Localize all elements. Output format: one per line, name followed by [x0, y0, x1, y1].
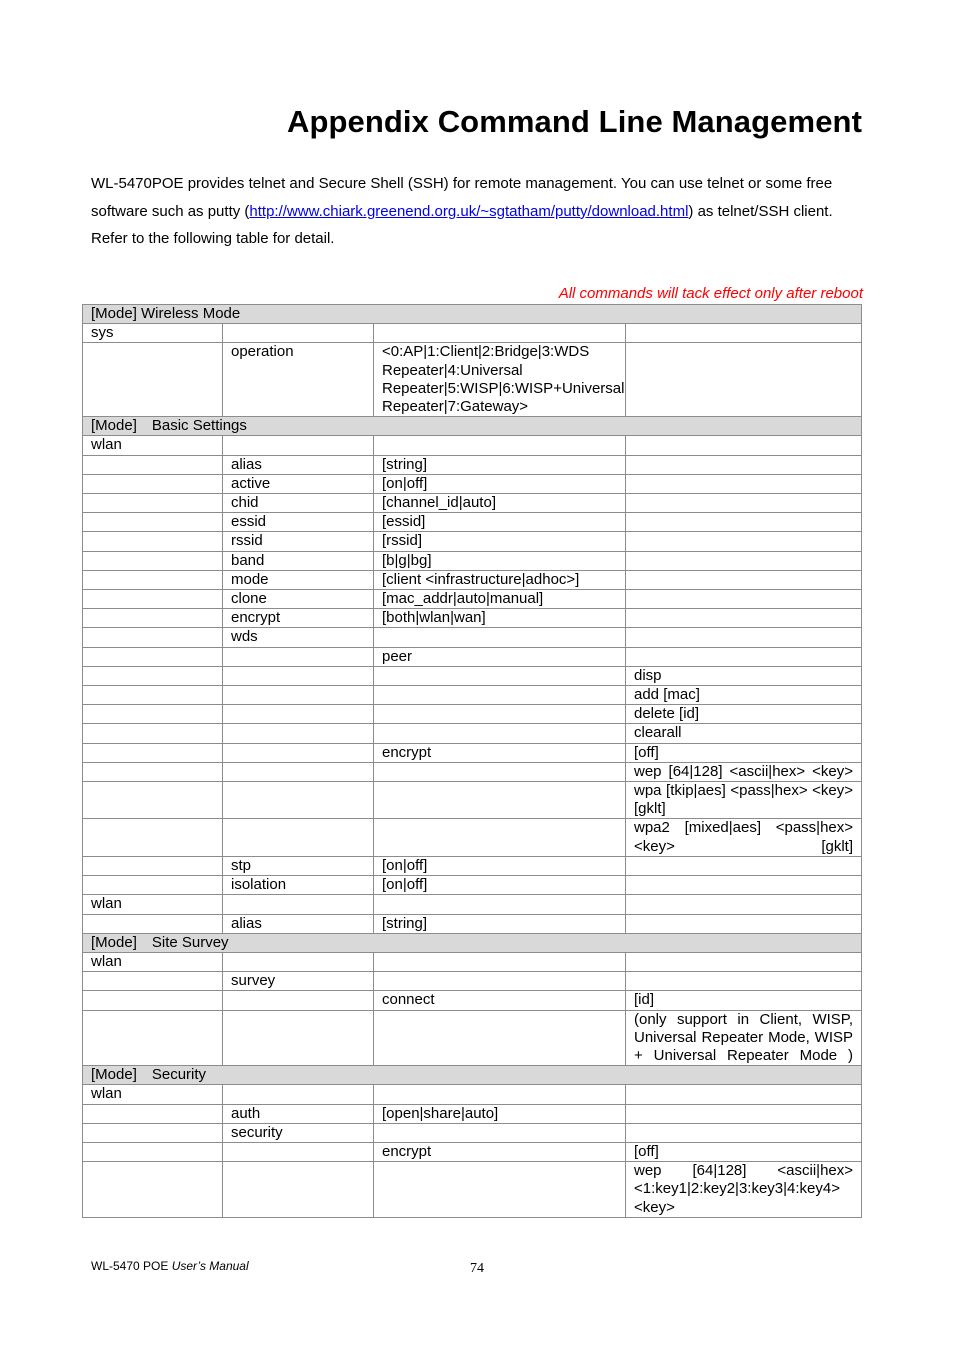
table-cell	[223, 952, 374, 971]
table-cell	[626, 455, 862, 474]
table-cell: delete [id]	[626, 705, 862, 724]
table-cell	[83, 455, 223, 474]
table-cell	[83, 762, 223, 781]
table-cell	[83, 513, 223, 532]
table-cell	[626, 570, 862, 589]
table-cell	[223, 724, 374, 743]
table-cell	[223, 647, 374, 666]
table-cell: mode	[223, 570, 374, 589]
table-cell	[83, 819, 223, 856]
table-row	[83, 324, 862, 343]
table-cell	[83, 570, 223, 589]
table-cell: [on|off]	[374, 876, 626, 895]
table-cell	[374, 324, 626, 343]
table-row	[83, 972, 862, 991]
table-cell	[374, 436, 626, 455]
table-cell: <0:AP|1:Client|2:Bridge|3:WDS Repeater|4:Universal Repeater|5:WISP|6:WISP+Universal Repeater|7:Gateway>	[374, 343, 626, 417]
table-cell	[374, 1010, 626, 1066]
table-cell	[626, 876, 862, 895]
section-header-row	[83, 305, 862, 324]
table-cell	[626, 972, 862, 991]
intro-text	[91, 170, 871, 253]
table-cell: [on|off]	[374, 474, 626, 493]
table-cell	[626, 1123, 862, 1142]
table-row	[83, 1104, 862, 1123]
table-cell	[223, 782, 374, 819]
table-cell: encrypt	[374, 743, 626, 762]
table-cell	[83, 1162, 223, 1218]
reboot-note: All commands will tack effect only after reboot	[558, 285, 863, 302]
table-row	[83, 1123, 862, 1142]
page-number: 74	[470, 1261, 484, 1276]
table-cell	[626, 474, 862, 493]
table-cell: wlan	[83, 952, 223, 971]
section-header-cell: [Mode] Site Survey	[83, 933, 862, 952]
table-cell: alias	[223, 455, 374, 474]
table-cell	[83, 1142, 223, 1161]
intro-refer-text: Refer to the following table for detail.	[91, 230, 335, 248]
table-row	[83, 513, 862, 532]
table-cell	[374, 666, 626, 685]
table-cell: encrypt	[374, 1142, 626, 1161]
table-cell: wlan	[83, 436, 223, 455]
table-cell: security	[223, 1123, 374, 1142]
table-cell: active	[223, 474, 374, 493]
table-row	[83, 895, 862, 914]
table-cell: [off]	[626, 1142, 862, 1161]
table-cell: wpa [tkip|aes] <pass|hex> <key> [gklt]	[626, 782, 862, 819]
command-table-body	[83, 305, 862, 1218]
table-cell: [id]	[626, 991, 862, 1010]
section-header-cell: [Mode] Wireless Mode	[83, 305, 862, 324]
footer-manual: User’s Manual	[171, 1259, 249, 1273]
table-cell	[83, 609, 223, 628]
table-cell	[223, 819, 374, 856]
table-cell	[223, 895, 374, 914]
table-row	[83, 952, 862, 971]
table-cell	[83, 972, 223, 991]
section-header-row	[83, 933, 862, 952]
table-row	[83, 1162, 862, 1218]
table-cell: [open|share|auto]	[374, 1104, 626, 1123]
table-cell	[626, 647, 862, 666]
table-cell	[626, 1104, 862, 1123]
table-cell: isolation	[223, 876, 374, 895]
table-row	[83, 1142, 862, 1161]
table-cell	[626, 532, 862, 551]
table-cell	[223, 705, 374, 724]
table-cell: [string]	[374, 914, 626, 933]
intro-paragraph	[91, 170, 871, 225]
table-row	[83, 628, 862, 647]
table-row	[83, 1085, 862, 1104]
table-cell	[83, 628, 223, 647]
table-cell	[626, 914, 862, 933]
footer-product: WL-5470 POE	[91, 1259, 169, 1273]
table-cell: [on|off]	[374, 856, 626, 875]
table-cell	[83, 1010, 223, 1066]
table-cell	[83, 991, 223, 1010]
table-cell	[83, 686, 223, 705]
table-cell	[374, 724, 626, 743]
table-cell	[223, 666, 374, 685]
table-cell	[83, 494, 223, 513]
table-cell	[83, 590, 223, 609]
table-cell	[626, 1085, 862, 1104]
table-cell	[374, 819, 626, 856]
table-cell: wlan	[83, 895, 223, 914]
table-row	[83, 551, 862, 570]
table-row	[83, 762, 862, 781]
table-cell: alias	[223, 914, 374, 933]
table-cell	[374, 628, 626, 647]
table-cell	[374, 705, 626, 724]
table-cell: chid	[223, 494, 374, 513]
table-cell: stp	[223, 856, 374, 875]
table-row	[83, 436, 862, 455]
table-cell	[83, 532, 223, 551]
table-cell	[223, 762, 374, 781]
table-cell	[223, 436, 374, 455]
table-cell	[223, 686, 374, 705]
section-header-cell: [Mode] Basic Settings	[83, 417, 862, 436]
table-cell	[83, 743, 223, 762]
table-cell: add [mac]	[626, 686, 862, 705]
table-cell: essid	[223, 513, 374, 532]
table-cell	[83, 856, 223, 875]
table-cell: encrypt	[223, 609, 374, 628]
table-row	[83, 705, 862, 724]
table-cell: [essid]	[374, 513, 626, 532]
table-cell	[374, 1085, 626, 1104]
table-cell	[223, 324, 374, 343]
table-row	[83, 914, 862, 933]
table-row	[83, 743, 862, 762]
table-cell: connect	[374, 991, 626, 1010]
table-cell: survey	[223, 972, 374, 991]
table-row	[83, 856, 862, 875]
table-cell	[374, 686, 626, 705]
table-cell: auth	[223, 1104, 374, 1123]
table-cell	[83, 551, 223, 570]
table-cell	[626, 513, 862, 532]
table-cell	[374, 762, 626, 781]
table-row	[83, 876, 862, 895]
table-cell	[374, 972, 626, 991]
table-cell: [b|g|bg]	[374, 551, 626, 570]
table-cell: band	[223, 551, 374, 570]
table-row	[83, 474, 862, 493]
table-cell	[626, 590, 862, 609]
table-cell	[626, 324, 862, 343]
table-cell: [off]	[626, 743, 862, 762]
table-row	[83, 647, 862, 666]
table-cell: operation	[223, 343, 374, 417]
table-cell	[374, 1162, 626, 1218]
intro-text-after-link: ) as telnet/SSH client.	[688, 202, 833, 220]
table-cell: disp	[626, 666, 862, 685]
section-header-row	[83, 1066, 862, 1085]
table-row	[83, 686, 862, 705]
table-cell: [client <infrastructure|adhoc>]	[374, 570, 626, 589]
table-cell	[626, 494, 862, 513]
table-cell: [channel_id|auto]	[374, 494, 626, 513]
table-cell	[374, 952, 626, 971]
table-cell	[626, 551, 862, 570]
table-cell: [mac_addr|auto|manual]	[374, 590, 626, 609]
table-row	[83, 570, 862, 589]
table-cell	[83, 1104, 223, 1123]
table-cell: peer	[374, 647, 626, 666]
table-cell: wpa2 [mixed|aes] <pass|hex> <key> [gklt]	[626, 819, 862, 856]
table-cell: [rssid]	[374, 532, 626, 551]
table-cell	[83, 876, 223, 895]
table-cell	[626, 895, 862, 914]
table-cell	[626, 609, 862, 628]
table-cell: wep [64|128] <ascii|hex> <1:key1|2:key2|3:key3|4:key4> <key>	[626, 1162, 862, 1218]
table-cell	[83, 647, 223, 666]
table-cell	[223, 1142, 374, 1161]
table-cell: [both|wlan|wan]	[374, 609, 626, 628]
intro-text-before-link: WL-5470POE provides telnet and Secure Shell (SSH) for remote management. You can use telnet or some free software such as putty (	[91, 175, 833, 220]
page-title: Appendix Command Line Management	[286, 104, 862, 139]
section-header-row	[83, 417, 862, 436]
table-cell	[223, 1010, 374, 1066]
table-row	[83, 532, 862, 551]
table-cell: rssid	[223, 532, 374, 551]
table-row	[83, 455, 862, 474]
table-row	[83, 343, 862, 417]
table-row	[83, 590, 862, 609]
table-cell: clearall	[626, 724, 862, 743]
table-row	[83, 819, 862, 856]
table-cell: clone	[223, 590, 374, 609]
table-cell	[626, 628, 862, 647]
table-cell	[374, 895, 626, 914]
table-cell: sys	[83, 324, 223, 343]
footer-manual-label	[91, 1259, 249, 1273]
table-cell	[374, 1123, 626, 1142]
table-row	[83, 1010, 862, 1066]
table-row	[83, 724, 862, 743]
table-row	[83, 991, 862, 1010]
section-header-cell: [Mode] Security	[83, 1066, 862, 1085]
table-cell	[83, 724, 223, 743]
table-cell	[223, 1162, 374, 1218]
table-cell: (only support in Client, WISP, Universal Repeater Mode, WISP + Universal Repeater Mode )	[626, 1010, 862, 1066]
table-row	[83, 782, 862, 819]
command-table	[82, 304, 862, 1218]
table-cell	[626, 952, 862, 971]
table-cell	[83, 914, 223, 933]
table-cell: wds	[223, 628, 374, 647]
table-cell	[626, 436, 862, 455]
table-row	[83, 494, 862, 513]
table-cell	[223, 743, 374, 762]
table-cell: wlan	[83, 1085, 223, 1104]
table-cell	[83, 782, 223, 819]
table-cell	[223, 991, 374, 1010]
table-cell	[83, 343, 223, 417]
table-cell	[83, 666, 223, 685]
table-cell	[626, 856, 862, 875]
table-row	[83, 666, 862, 685]
putty-download-link[interactable]: http://www.chiark.greenend.org.uk/~sgtatham/putty/download.html	[249, 202, 689, 220]
table-cell	[223, 1085, 374, 1104]
table-cell	[626, 343, 862, 417]
table-cell	[83, 1123, 223, 1142]
table-cell	[83, 705, 223, 724]
table-cell	[83, 474, 223, 493]
table-row	[83, 609, 862, 628]
table-cell: [string]	[374, 455, 626, 474]
table-cell: wep [64|128] <ascii|hex> <key>	[626, 762, 862, 781]
table-cell	[374, 782, 626, 819]
